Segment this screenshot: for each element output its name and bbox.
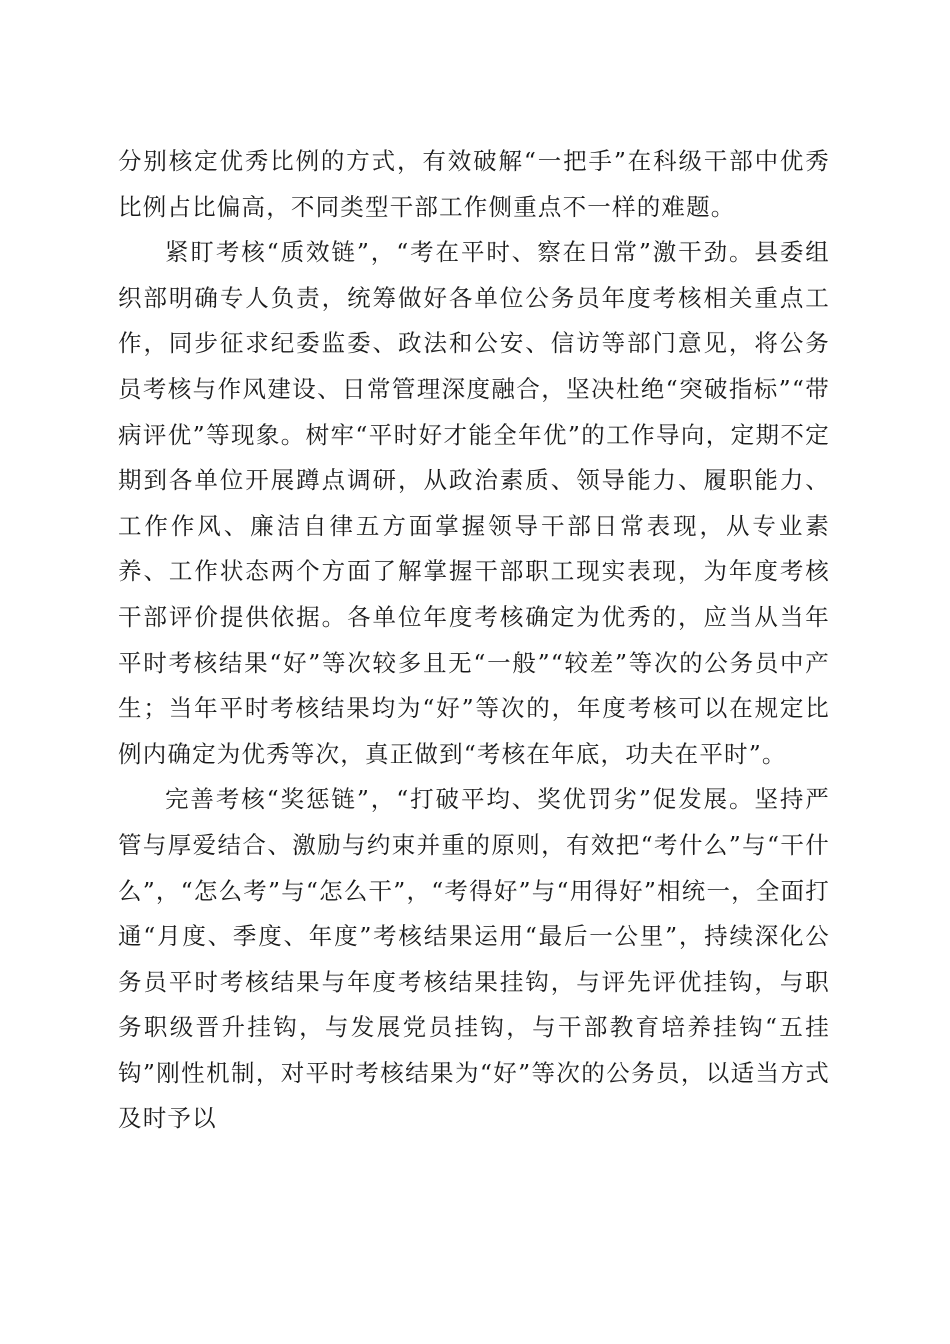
paragraph-reward-chain: 完善考核“奖惩链”，“打破平均、奖优罚劣”促发展。坚持严管与厚爱结合、激励与约束并重的原则，有效把“考什么”与“干什么”，“怎么考”与“怎么干”，“考得好”与“用得好”相统一，全面打通“月度、季度、年度”考核结果运用“最后一公里”，持续深化公务员平时考核结果与年度考核结果挂钩，与评先评优挂钩，与职务职级晋升挂钩，与发展党员挂钩，与干部教育培养挂钩“五挂钩”刚性机制，对平时考核结果为“好”等次的公务员，以适当方式及时予以 [118,785,830,1133]
paragraph-continuation: 分别核定优秀比例的方式，有效破解“一把手”在科级干部中优秀比例占比偏高，不同类型干部工作侧重点不一样的难题。 [118,147,830,221]
document-page [118,139,830,1142]
paragraph-quality-chain: 紧盯考核“质效链”，“考在平时、察在日常”激干劲。县委组织部明确专人负责，统筹做好各单位公务员年度考核相关重点工作，同步征求纪委监委、政法和公安、信访等部门意见，将公务员考核与作风建设、日常管理深度融合，坚决杜绝“突破指标”“带病评优”等现象。树牢“平时好才能全年优”的工作导向，定期不定期到各单位开展蹲点调研，从政治素质、领导能力、履职能力、工作作风、廉洁自律五方面掌握领导干部日常表现，从专业素养、工作状态两个方面了解掌握干部职工现实表现，为年度考核干部评价提供依据。各单位年度考核确定为优秀的，应当从当年平时考核结果“好”等次较多且无“一般”“较差”等次的公务员中产生；当年平时考核结果均为“好”等次的，年度考核可以在规定比例内确定为优秀等次，真正做到“考核在年底，功夫在平时”。 [118,238,830,768]
